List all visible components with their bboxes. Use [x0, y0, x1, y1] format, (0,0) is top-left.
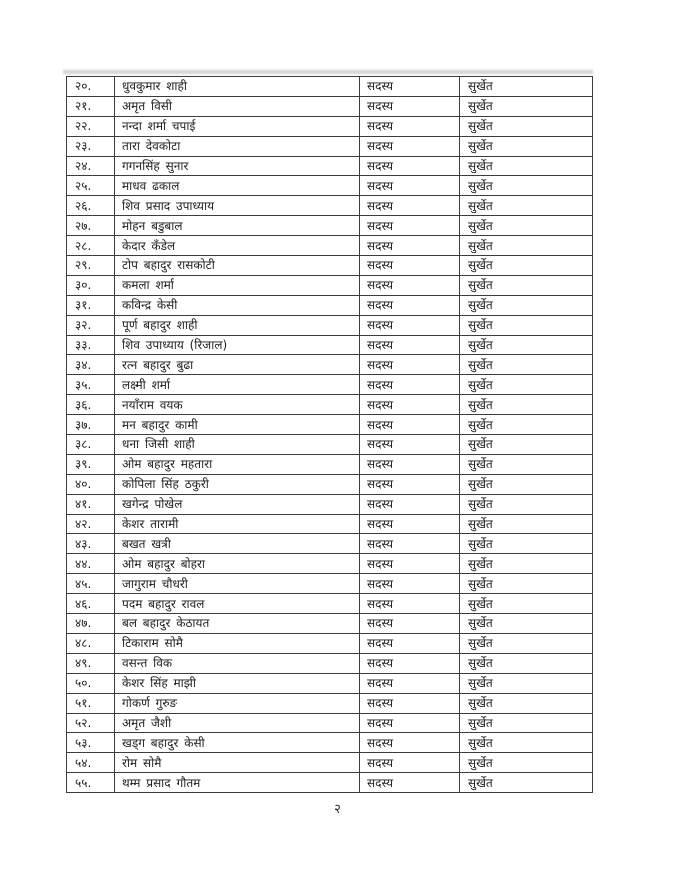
serial-cell: ३२. [67, 315, 115, 335]
serial-cell: ४५. [67, 574, 115, 594]
name-cell: थम्म प्रसाद गौतम [115, 773, 360, 793]
serial-cell: ३४. [67, 355, 115, 375]
position-cell: सदस्य [360, 673, 460, 693]
serial-cell: २०. [67, 77, 115, 97]
table-row [67, 256, 593, 276]
district-cell: सुर्खेत [460, 136, 593, 156]
position-cell: सदस्य [360, 614, 460, 634]
table-row [67, 355, 593, 375]
serial-cell: ४४. [67, 554, 115, 574]
table-row [67, 415, 593, 435]
serial-cell: २९. [67, 256, 115, 276]
district-cell: सुर्खेत [460, 256, 593, 276]
position-cell: सदस्य [360, 753, 460, 773]
table-row [67, 454, 593, 474]
name-cell: केशर सिंह माझी [115, 673, 360, 693]
district-cell: सुर्खेत [460, 693, 593, 713]
name-cell: शिव प्रसाद उपाध्याय [115, 196, 360, 216]
table-row [67, 633, 593, 653]
position-cell: सदस्य [360, 116, 460, 136]
district-cell: सुर्खेत [460, 753, 593, 773]
position-cell: सदस्य [360, 574, 460, 594]
district-cell: सुर्खेत [460, 474, 593, 494]
name-cell: जागुराम चौधरी [115, 574, 360, 594]
table-body [67, 77, 593, 793]
district-cell: सुर्खेत [460, 196, 593, 216]
name-cell: अमृत जैशी [115, 713, 360, 733]
position-cell: सदस्य [360, 534, 460, 554]
page-number: २ [334, 802, 341, 817]
serial-cell: ४९. [67, 653, 115, 673]
name-cell: पूर्ण बहादुर शाही [115, 315, 360, 335]
name-cell: मोहन बडुबाल [115, 216, 360, 236]
table-row [67, 77, 593, 97]
table-row [67, 554, 593, 574]
table-row [67, 236, 593, 256]
position-cell: सदस्य [360, 713, 460, 733]
serial-cell: २८. [67, 236, 115, 256]
serial-cell: ४६. [67, 594, 115, 614]
serial-cell: ५०. [67, 673, 115, 693]
table-row [67, 375, 593, 395]
district-cell: सुर्खेत [460, 395, 593, 415]
serial-cell: ३९. [67, 454, 115, 474]
name-cell: ओम बहादुर महतारा [115, 454, 360, 474]
table-row [67, 614, 593, 634]
name-cell: धना जिसी शाही [115, 435, 360, 455]
table-row [67, 514, 593, 534]
position-cell: सदस्य [360, 156, 460, 176]
district-cell: सुर्खेत [460, 335, 593, 355]
position-cell: सदस्य [360, 653, 460, 673]
position-cell: सदस्य [360, 494, 460, 514]
district-cell: सुर्खेत [460, 713, 593, 733]
table-row [67, 494, 593, 514]
position-cell: सदस्य [360, 315, 460, 335]
district-cell: सुर्खेत [460, 355, 593, 375]
district-cell: सुर्खेत [460, 375, 593, 395]
position-cell: सदस्य [360, 77, 460, 97]
serial-cell: २२. [67, 116, 115, 136]
name-cell: वसन्त विक [115, 653, 360, 673]
district-cell: सुर्खेत [460, 594, 593, 614]
table-row [67, 474, 593, 494]
serial-cell: २६. [67, 196, 115, 216]
position-cell: सदस्य [360, 474, 460, 494]
name-cell: ओम बहादुर बोहरा [115, 554, 360, 574]
name-cell: गगनसिंह सुनार [115, 156, 360, 176]
name-cell: केशर तारामी [115, 514, 360, 534]
serial-cell: ४३. [67, 534, 115, 554]
position-cell: सदस्य [360, 216, 460, 236]
district-cell: सुर्खेत [460, 77, 593, 97]
position-cell: सदस्य [360, 435, 460, 455]
district-cell: सुर्खेत [460, 295, 593, 315]
serial-cell: २४. [67, 156, 115, 176]
district-cell: सुर्खेत [460, 275, 593, 295]
serial-cell: ४१. [67, 494, 115, 514]
name-cell: गोकर्ण गुरुङ [115, 693, 360, 713]
members-table [66, 76, 593, 793]
district-cell: सुर्खेत [460, 216, 593, 236]
table-row [67, 315, 593, 335]
name-cell: बल बहादुर केठायत [115, 614, 360, 634]
serial-cell: २३. [67, 136, 115, 156]
table-row [67, 156, 593, 176]
table-row [67, 713, 593, 733]
district-cell: सुर्खेत [460, 176, 593, 196]
table-row [67, 753, 593, 773]
table-row [67, 574, 593, 594]
name-cell: तारा देवकोटा [115, 136, 360, 156]
name-cell: बखत खत्री [115, 534, 360, 554]
position-cell: सदस्य [360, 514, 460, 534]
table-row [67, 295, 593, 315]
table-row [67, 733, 593, 753]
name-cell: लक्ष्मी शर्मा [115, 375, 360, 395]
serial-cell: ४८. [67, 633, 115, 653]
name-cell: टिकाराम सोमै [115, 633, 360, 653]
name-cell: रोम सोमै [115, 753, 360, 773]
position-cell: सदस्य [360, 256, 460, 276]
district-cell: सुर्खेत [460, 673, 593, 693]
district-cell: सुर्खेत [460, 116, 593, 136]
position-cell: सदस्य [360, 415, 460, 435]
name-cell: नयाँराम वयक [115, 395, 360, 415]
position-cell: सदस्य [360, 693, 460, 713]
table-row [67, 136, 593, 156]
position-cell: सदस्य [360, 275, 460, 295]
name-cell: मन बहादुर कामी [115, 415, 360, 435]
name-cell: पदम बहादुर रावल [115, 594, 360, 614]
position-cell: सदस्य [360, 335, 460, 355]
position-cell: सदस्य [360, 454, 460, 474]
district-cell: सुर्खेत [460, 554, 593, 574]
name-cell: नन्दा शर्मा चपाई [115, 116, 360, 136]
district-cell: सुर्खेत [460, 156, 593, 176]
name-cell: धुवकुमार शाही [115, 77, 360, 97]
name-cell: टोप बहादुर रासकोटी [115, 256, 360, 276]
position-cell: सदस्य [360, 395, 460, 415]
serial-cell: ३७. [67, 415, 115, 435]
name-cell: खड्ग बहादुर केसी [115, 733, 360, 753]
position-cell: सदस्य [360, 773, 460, 793]
table-row [67, 395, 593, 415]
serial-cell: ४२. [67, 514, 115, 534]
position-cell: सदस्य [360, 594, 460, 614]
table-row [67, 435, 593, 455]
serial-cell: ५१. [67, 693, 115, 713]
serial-cell: ५२. [67, 713, 115, 733]
name-cell: कोपिला सिंह ठकुरी [115, 474, 360, 494]
serial-cell: ५४. [67, 753, 115, 773]
position-cell: सदस्य [360, 554, 460, 574]
serial-cell: २५. [67, 176, 115, 196]
serial-cell: २१. [67, 96, 115, 116]
name-cell: केदार कँडेल [115, 236, 360, 256]
table-row [67, 176, 593, 196]
district-cell: सुर्खेत [460, 494, 593, 514]
serial-cell: ३६. [67, 395, 115, 415]
position-cell: सदस्य [360, 136, 460, 156]
name-cell: माधव ढकाल [115, 176, 360, 196]
table-row [67, 275, 593, 295]
table-row [67, 196, 593, 216]
serial-cell: ४७. [67, 614, 115, 634]
table-row [67, 335, 593, 355]
name-cell: कमला शर्मा [115, 275, 360, 295]
position-cell: सदस्य [360, 633, 460, 653]
district-cell: सुर्खेत [460, 733, 593, 753]
table-row [67, 773, 593, 793]
position-cell: सदस्य [360, 295, 460, 315]
district-cell: सुर्खेत [460, 415, 593, 435]
name-cell: खगेन्द्र पोखेल [115, 494, 360, 514]
name-cell: शिव उपाध्याय (रिजाल) [115, 335, 360, 355]
district-cell: सुर्खेत [460, 614, 593, 634]
serial-cell: ३०. [67, 275, 115, 295]
position-cell: सदस्य [360, 176, 460, 196]
serial-cell: ३३. [67, 335, 115, 355]
serial-cell: ३५. [67, 375, 115, 395]
district-cell: सुर्खेत [460, 236, 593, 256]
name-cell: रत्न बहादुर बुढा [115, 355, 360, 375]
name-cell: अमृत विसी [115, 96, 360, 116]
district-cell: सुर्खेत [460, 633, 593, 653]
district-cell: सुर्खेत [460, 435, 593, 455]
district-cell: सुर्खेत [460, 534, 593, 554]
table-row [67, 673, 593, 693]
serial-cell: ४०. [67, 474, 115, 494]
position-cell: सदस्य [360, 375, 460, 395]
district-cell: सुर्खेत [460, 315, 593, 335]
name-cell: कविन्द्र केसी [115, 295, 360, 315]
district-cell: सुर्खेत [460, 653, 593, 673]
position-cell: सदस्य [360, 236, 460, 256]
position-cell: सदस्य [360, 733, 460, 753]
table-row [67, 116, 593, 136]
serial-cell: ३८. [67, 435, 115, 455]
serial-cell: ३१. [67, 295, 115, 315]
serial-cell: ५३. [67, 733, 115, 753]
table-row [67, 534, 593, 554]
position-cell: सदस्य [360, 96, 460, 116]
scan-artifact [63, 70, 593, 74]
serial-cell: ५५. [67, 773, 115, 793]
district-cell: सुर्खेत [460, 574, 593, 594]
table-row [67, 594, 593, 614]
district-cell: सुर्खेत [460, 773, 593, 793]
district-cell: सुर्खेत [460, 514, 593, 534]
table-row [67, 653, 593, 673]
table-row [67, 96, 593, 116]
table-row [67, 216, 593, 236]
table-row [67, 693, 593, 713]
serial-cell: २७. [67, 216, 115, 236]
position-cell: सदस्य [360, 196, 460, 216]
position-cell: सदस्य [360, 355, 460, 375]
district-cell: सुर्खेत [460, 96, 593, 116]
district-cell: सुर्खेत [460, 454, 593, 474]
